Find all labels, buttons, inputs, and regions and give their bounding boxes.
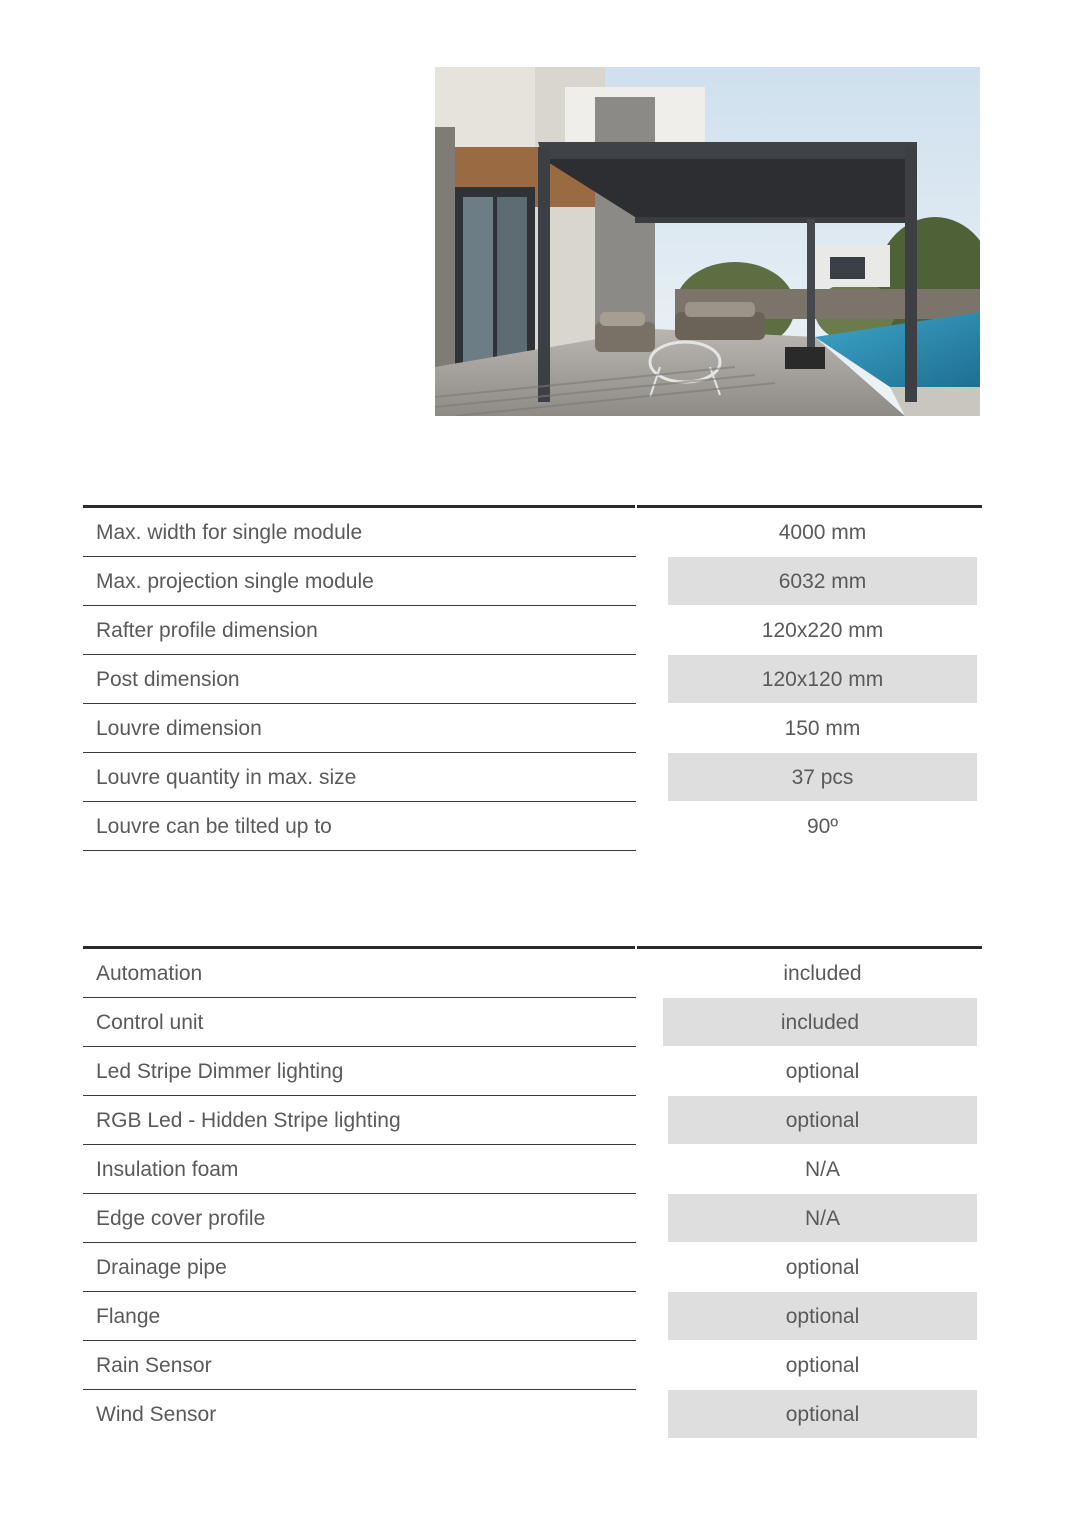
row-value: N/A bbox=[668, 1194, 977, 1242]
row-value: optional bbox=[668, 1390, 977, 1438]
table-row bbox=[83, 508, 982, 557]
row-value: 4000 mm bbox=[778, 521, 867, 544]
row-label: Max. projection single module bbox=[83, 557, 636, 606]
table-row bbox=[83, 753, 982, 802]
row-label: Insulation foam bbox=[83, 1145, 636, 1194]
row-label: Flange bbox=[83, 1292, 636, 1341]
table-row bbox=[83, 1096, 982, 1145]
table-row bbox=[83, 1194, 982, 1243]
row-label: Louvre quantity in max. size bbox=[83, 753, 636, 802]
row-value: included bbox=[663, 998, 977, 1046]
row-label: RGB Led - Hidden Stripe lighting bbox=[83, 1096, 636, 1145]
row-value: optional bbox=[668, 1292, 977, 1340]
table-row bbox=[83, 1047, 982, 1096]
row-label: Automation bbox=[83, 949, 636, 998]
row-label: Post dimension bbox=[83, 655, 636, 704]
row-value: included bbox=[783, 962, 862, 985]
table-row bbox=[83, 1145, 982, 1194]
row-value: optional bbox=[668, 1096, 977, 1144]
row-label: Louvre can be tilted up to bbox=[83, 802, 636, 851]
row-label: Edge cover profile bbox=[83, 1194, 636, 1243]
row-label: Control unit bbox=[83, 998, 636, 1047]
row-label: Max. width for single module bbox=[83, 508, 636, 557]
row-value: optional bbox=[785, 1354, 860, 1377]
table-row bbox=[83, 1292, 982, 1341]
row-value: optional bbox=[785, 1060, 860, 1083]
row-value: N/A bbox=[804, 1158, 840, 1181]
table-row bbox=[83, 998, 982, 1047]
row-value: 6032 mm bbox=[668, 557, 977, 605]
table-row bbox=[83, 1390, 982, 1439]
table-row bbox=[83, 802, 982, 851]
row-label: Wind Sensor bbox=[96, 1403, 217, 1426]
row-value: 150 mm bbox=[784, 717, 861, 740]
row-label: Drainage pipe bbox=[83, 1243, 636, 1292]
row-value: 120x220 mm bbox=[761, 619, 884, 642]
row-value: 37 pcs bbox=[668, 753, 977, 801]
product-photo bbox=[435, 67, 980, 416]
row-label: Led Stripe Dimmer lighting bbox=[83, 1047, 636, 1096]
table-row bbox=[83, 1341, 982, 1390]
table-row bbox=[83, 704, 982, 753]
table-row bbox=[83, 557, 982, 606]
row-value: optional bbox=[785, 1256, 860, 1279]
row-value: 90º bbox=[806, 815, 839, 838]
table-row bbox=[83, 949, 982, 998]
table-row bbox=[83, 606, 982, 655]
table-row bbox=[83, 1243, 982, 1292]
row-label: Rafter profile dimension bbox=[83, 606, 636, 655]
row-value: 120x120 mm bbox=[668, 655, 977, 703]
row-label: Louvre dimension bbox=[83, 704, 636, 753]
row-label: Rain Sensor bbox=[83, 1341, 636, 1390]
table-row bbox=[83, 655, 982, 704]
